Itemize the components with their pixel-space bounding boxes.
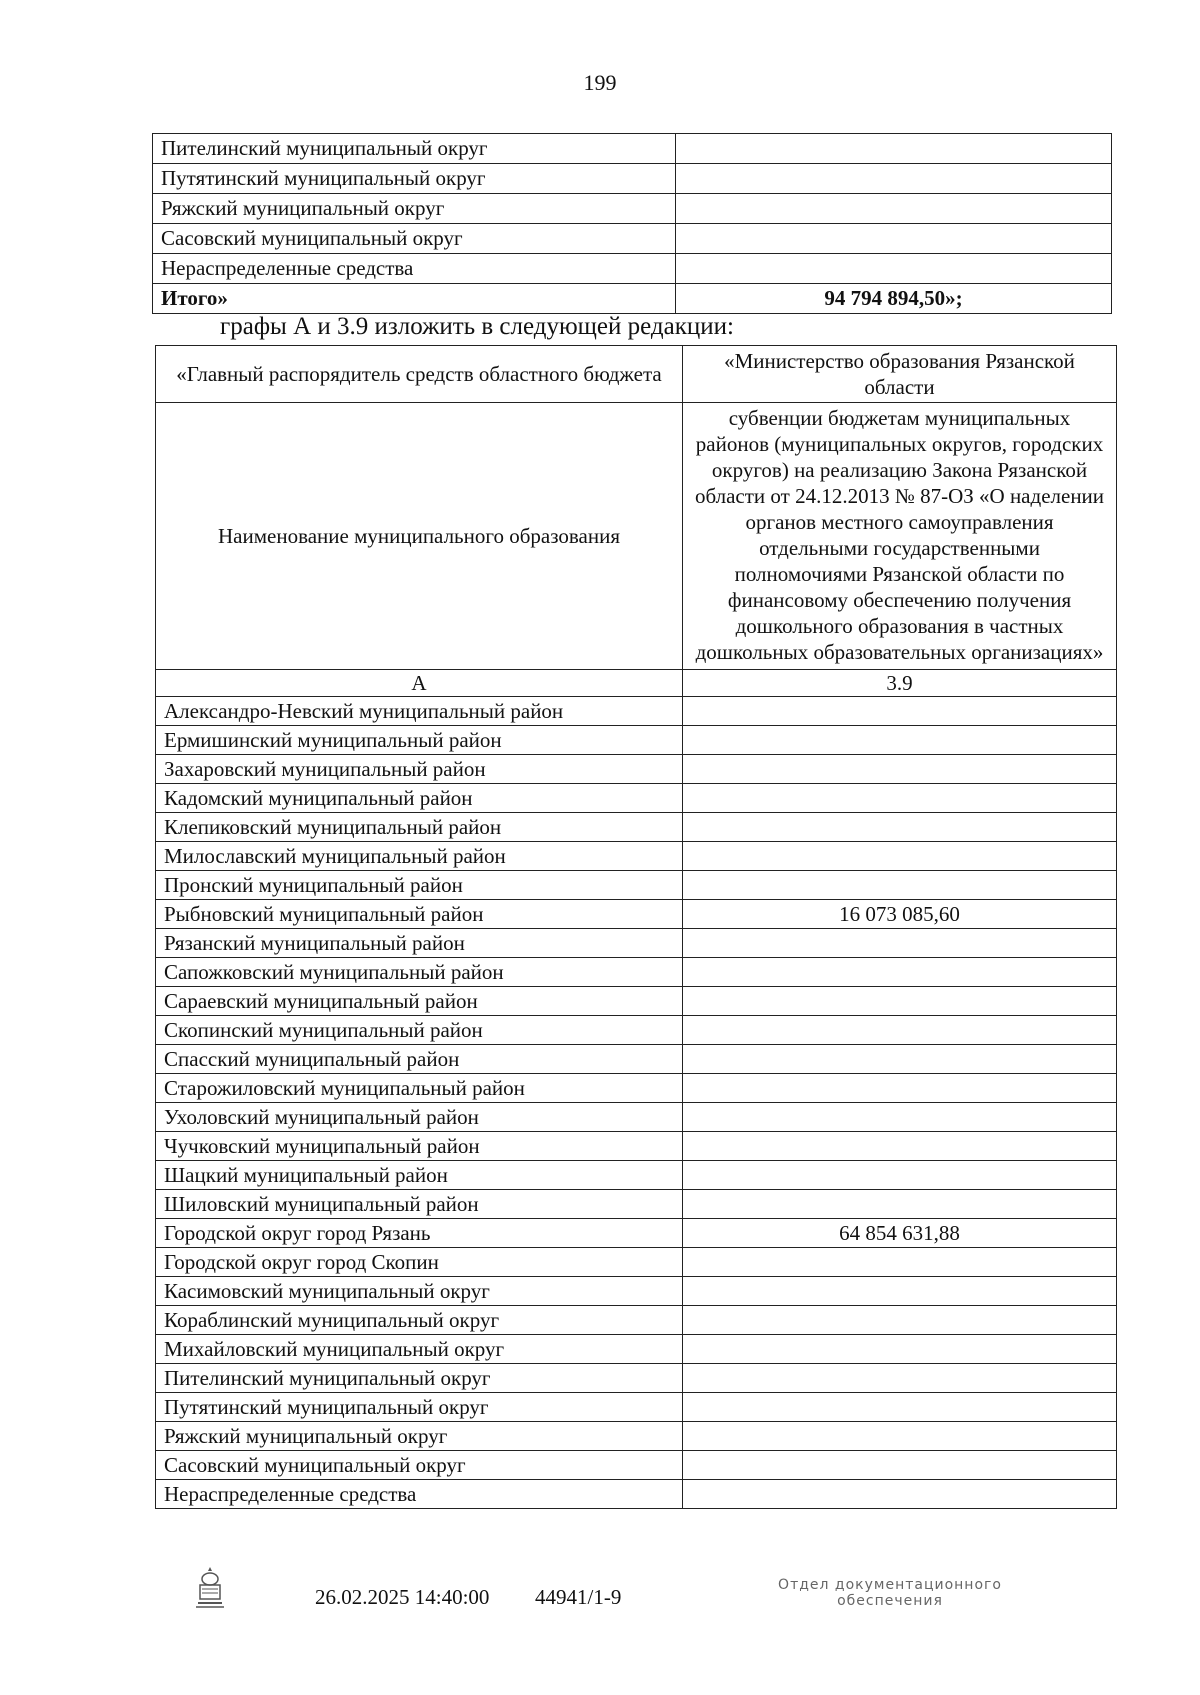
row-value <box>683 726 1117 755</box>
table-row <box>156 1132 1117 1161</box>
row-value <box>683 987 1117 1016</box>
table-row <box>156 1393 1117 1422</box>
table-row <box>156 1422 1117 1451</box>
row-value <box>683 784 1117 813</box>
row-name: Ухоловский муниципальный район <box>156 1103 683 1132</box>
label-left: Наименование муниципального образования <box>156 403 683 670</box>
table-row <box>153 164 1112 194</box>
column-a-index: А <box>156 670 683 697</box>
row-name: Рязанский муниципальный район <box>156 929 683 958</box>
row-value <box>683 1074 1117 1103</box>
row-value <box>683 1103 1117 1132</box>
row-value <box>683 842 1117 871</box>
row-name: Касимовский муниципальный округ <box>156 1277 683 1306</box>
stamp-line-2: обеспечения <box>837 1593 943 1609</box>
row-value <box>683 1045 1117 1074</box>
row-value <box>683 958 1117 987</box>
row-name: Скопинский муниципальный район <box>156 1016 683 1045</box>
row-name: Клепиковский муниципальный район <box>156 813 683 842</box>
row-value <box>683 697 1117 726</box>
row-name: Сапожковский муниципальный район <box>156 958 683 987</box>
table-row <box>156 1190 1117 1219</box>
table-row <box>156 726 1117 755</box>
row-value: 64 854 631,88 <box>683 1219 1117 1248</box>
row-value <box>683 1306 1117 1335</box>
column-b-index: 3.9 <box>683 670 1117 697</box>
row-value <box>683 1422 1117 1451</box>
row-name: Пителинский муниципальный округ <box>153 134 676 164</box>
row-name: Ряжский муниципальный округ <box>153 194 676 224</box>
row-name: Шацкий муниципальный район <box>156 1161 683 1190</box>
row-value <box>683 1277 1117 1306</box>
table-row <box>156 1451 1117 1480</box>
row-name: Нераспределенные средства <box>156 1480 683 1509</box>
row-name: Кораблинский муниципальный округ <box>156 1306 683 1335</box>
column-index-row <box>156 670 1117 697</box>
row-value <box>683 1335 1117 1364</box>
row-name: Рыбновский муниципальный район <box>156 900 683 929</box>
table-row <box>156 784 1117 813</box>
row-name: Чучковский муниципальный район <box>156 1132 683 1161</box>
table-row <box>156 1103 1117 1132</box>
table-row <box>156 1306 1117 1335</box>
row-name: Кадомский муниципальный район <box>156 784 683 813</box>
row-value <box>683 1364 1117 1393</box>
header-left: «Главный распорядитель средств областного бюджета <box>156 346 683 403</box>
table-row <box>153 134 1112 164</box>
label-row <box>156 403 1117 670</box>
table-row <box>156 842 1117 871</box>
row-name: Путятинский муниципальный округ <box>153 164 676 194</box>
row-name: Шиловский муниципальный район <box>156 1190 683 1219</box>
row-value <box>676 164 1112 194</box>
row-value <box>676 254 1112 284</box>
row-value <box>676 194 1112 224</box>
table-row <box>156 755 1117 784</box>
table-row <box>156 1016 1117 1045</box>
department-stamp <box>745 1577 1035 1609</box>
table-row <box>156 900 1117 929</box>
table-row <box>156 1277 1117 1306</box>
row-value <box>683 1132 1117 1161</box>
row-value <box>683 1393 1117 1422</box>
total-label: Итого» <box>153 284 676 314</box>
main-table <box>155 345 1117 1509</box>
page-number: 199 <box>583 70 617 95</box>
table-row <box>156 1480 1117 1509</box>
row-name: Михайловский муниципальный округ <box>156 1335 683 1364</box>
row-name: Пителинский муниципальный округ <box>156 1364 683 1393</box>
table-row <box>153 254 1112 284</box>
stamp-line-1: Отдел документационного <box>778 1577 1002 1593</box>
row-name: Городской округ город Скопин <box>156 1248 683 1277</box>
row-name: Сасовский муниципальный округ <box>153 224 676 254</box>
row-name: Городской округ город Рязань <box>156 1219 683 1248</box>
total-row <box>153 284 1112 314</box>
table-row <box>153 224 1112 254</box>
table-row <box>156 1045 1117 1074</box>
table-row <box>156 813 1117 842</box>
row-name: Спасский муниципальный район <box>156 1045 683 1074</box>
coat-of-arms-icon <box>190 1565 230 1609</box>
row-value <box>683 1190 1117 1219</box>
row-name: Сасовский муниципальный округ <box>156 1451 683 1480</box>
row-value <box>683 1248 1117 1277</box>
row-value <box>683 1480 1117 1509</box>
row-name: Милославский муниципальный район <box>156 842 683 871</box>
table-row <box>156 1074 1117 1103</box>
row-value <box>683 1451 1117 1480</box>
header-row <box>156 346 1117 403</box>
row-value <box>683 1161 1117 1190</box>
table-row <box>153 194 1112 224</box>
row-name: Старожиловский муниципальный район <box>156 1074 683 1103</box>
row-name: Захаровский муниципальный район <box>156 755 683 784</box>
row-value <box>683 755 1117 784</box>
row-value <box>683 813 1117 842</box>
table-row <box>156 1248 1117 1277</box>
row-name: Сараевский муниципальный район <box>156 987 683 1016</box>
row-value <box>676 134 1112 164</box>
intro-text: графы А и 3.9 изложить в следующей редакции: <box>220 313 734 340</box>
table-row <box>156 1161 1117 1190</box>
table-row <box>156 697 1117 726</box>
row-name: Пронский муниципальный район <box>156 871 683 900</box>
table-row <box>156 958 1117 987</box>
row-value <box>683 1016 1117 1045</box>
row-value <box>683 871 1117 900</box>
row-name: Путятинский муниципальный округ <box>156 1393 683 1422</box>
label-right: субвенции бюджетам муниципальных районов (муниципальных округов, городских округов) на реализацию Закона Рязанской области от 24.12.2013 № 87-ОЗ «О наделении органов местного самоуправления отдельными государственными полномочиями Рязанской области по финансовому обеспечению получения дошкольного образования в частных дошкольных образовательных организациях» <box>683 403 1117 670</box>
header-right: «Министерство образования Рязанской области <box>683 346 1117 403</box>
row-value <box>676 224 1112 254</box>
row-value <box>683 929 1117 958</box>
table-row <box>156 871 1117 900</box>
row-name: Ермишинский муниципальный район <box>156 726 683 755</box>
table-row <box>156 1364 1117 1393</box>
row-name: Ряжский муниципальный округ <box>156 1422 683 1451</box>
table-row <box>156 929 1117 958</box>
top-table <box>152 133 1112 314</box>
table-row <box>156 987 1117 1016</box>
total-value: 94 794 894,50»; <box>676 284 1112 314</box>
footer-doc-number: 44941/1-9 <box>535 1585 622 1609</box>
row-name: Александро-Невский муниципальный район <box>156 697 683 726</box>
footer-datetime: 26.02.2025 14:40:00 <box>315 1585 490 1609</box>
table-row <box>156 1335 1117 1364</box>
row-name: Нераспределенные средства <box>153 254 676 284</box>
table-row <box>156 1219 1117 1248</box>
row-value: 16 073 085,60 <box>683 900 1117 929</box>
